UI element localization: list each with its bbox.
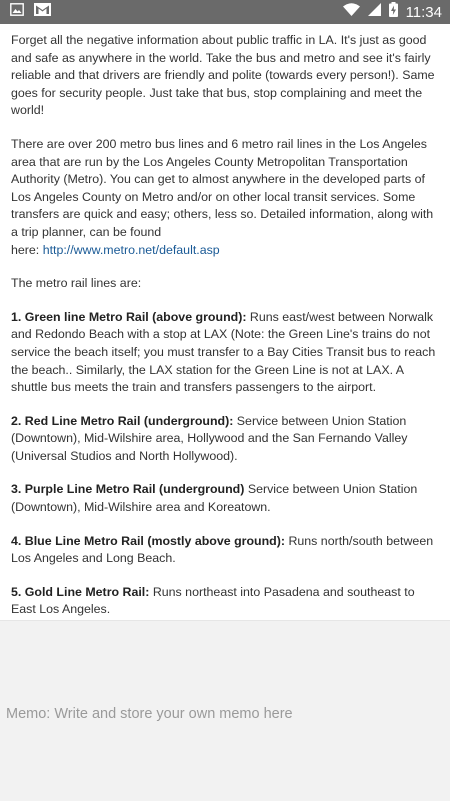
metro-overview-paragraph <box>11 136 440 259</box>
rail-line-purple <box>11 481 440 516</box>
intro-paragraph: Forget all the negative information about public traffic in LA. It's just as good and safe as anywhere in the world. Take the bus and metro and see it's fairly reliable and that drivers are friendly and polite (towards every person!). Same goes for security people. Just take that bus, stop complaining and meet the world! <box>11 33 435 118</box>
rail-line-title: 1. Green line Metro Rail (above ground): <box>11 309 247 324</box>
status-time: 11:34 <box>405 3 442 21</box>
rail-line-gold <box>11 584 440 619</box>
here-label: here: <box>11 242 43 257</box>
status-bar <box>0 0 450 24</box>
article-content[interactable] <box>0 24 450 620</box>
rail-line-blue <box>11 533 440 568</box>
signal-icon <box>368 3 381 21</box>
memo-panel <box>0 620 450 801</box>
rail-line-desc: Runs north/south between Los Angeles and Long Beach. <box>11 533 434 566</box>
battery-charging-icon <box>389 2 398 22</box>
rail-line-title: 3. Purple Line Metro Rail (underground) <box>11 482 245 497</box>
wifi-icon <box>343 3 360 21</box>
gmail-icon <box>34 3 51 21</box>
rail-line-title: 4. Blue Line Metro Rail (mostly above ground): <box>11 533 285 548</box>
rail-line-title: 5. Gold Line Metro Rail: <box>11 584 150 599</box>
rail-lines-heading: The metro rail lines are: <box>11 276 142 291</box>
rail-line-green <box>11 309 440 397</box>
memo-input[interactable] <box>4 701 448 727</box>
rail-line-desc: Runs northeast into Pasadena and southeast to East Los Angeles. <box>11 584 415 617</box>
image-icon <box>10 3 24 21</box>
rail-line-title: 2. Red Line Metro Rail (underground): <box>11 413 234 428</box>
rail-line-desc: Service between Union Station (Downtown), Mid-Wilshire area, Hollywood and the San Fernando Valley (Universal Studios and North Hollywood). <box>11 413 408 463</box>
overview-text: There are over 200 metro bus lines and 6 metro rail lines in the Los Angeles area that are run by the Los Angeles County Metropolitan Transportation Authority (Metro). You can get to almost anywhere in the developed parts of Los Angeles County on Metro and/or on other local transit services. Some transfers are quick and easy; others, less so. Detailed information, along with a trip planner, can be found <box>11 136 434 239</box>
rail-line-desc: Service between Union Station (Downtown), Mid-Wilshire area and Koreatown. <box>11 482 418 515</box>
rail-line-desc: Runs east/west between Norwalk and Redondo Beach with a stop at LAX (Note: the Green Line's trains do not service the beach itself; you must transfer to a Bay Cities Transit bus to reach the beach.. Similarly, the LAX station for the Green Line is not at LAX. A shuttle bus meets the train and transfers passengers to the airport. <box>11 309 436 395</box>
metro-website-link[interactable]: http://www.metro.net/default.asp <box>42 242 220 257</box>
rail-line-red <box>11 413 440 466</box>
